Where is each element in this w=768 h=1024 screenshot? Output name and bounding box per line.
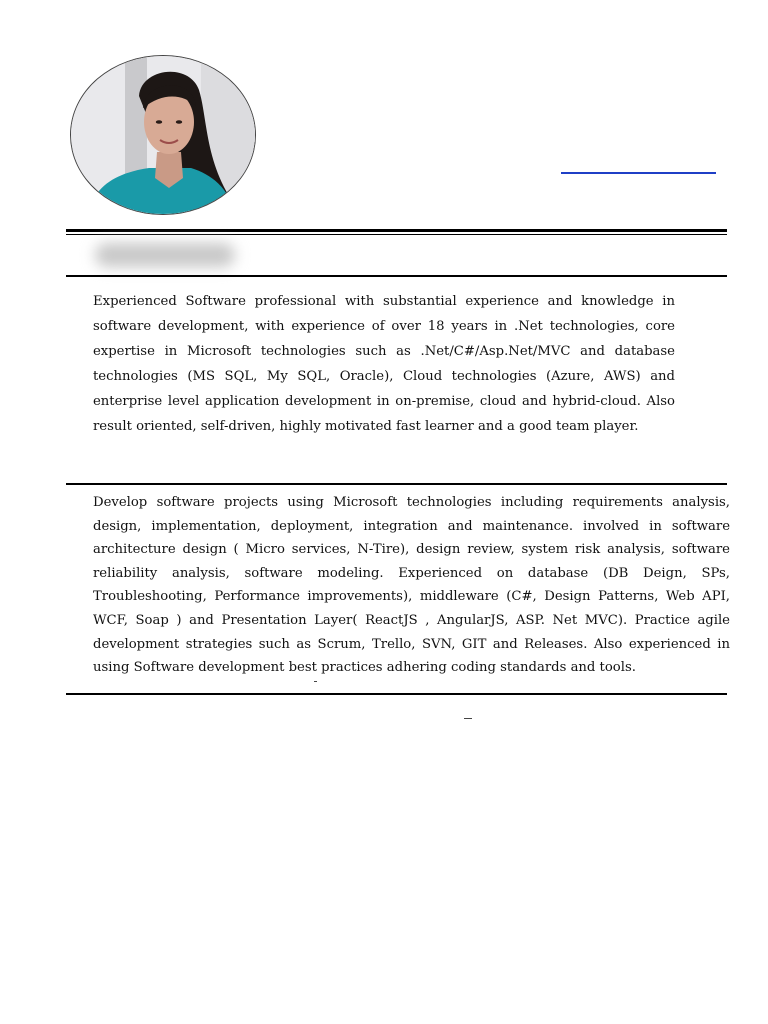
profile-photo [70,55,256,215]
stray-underscore [464,718,472,719]
experience-divider [66,483,727,485]
profile-photo-icon [71,56,255,214]
header-divider [66,229,727,235]
summary-paragraph: Experienced Software professional with substantial experience and knowledge in software development, with experience of over 18 years in .Net technologies, core expertise in Microsoft technologies such as .Net/C#/Asp.Net/MVC and database technologies (MS SQL, My SQL, Oracle), Cloud technologies (Azure, AWS) and enterprise level application development in on-premise, cloud and hybrid-cloud. Also result oriented, self-driven, highly motivated fast learner and a good team player. [93,294,675,434]
email-link[interactable] [561,172,716,174]
experience-paragraph: Develop software projects using Microsoft technologies including requirements analysis, design, implementation, deployment, integration and maintenance. involved in software architecture design ( Micro services, N-Tire), design review, system risk analysis, software reliability analysis, software modeling. Experienced on database (DB Deign, SPs, Troubleshooting, Performance improvements), middleware (C#, Design Patterns, Web API, WCF, Soap ) and Presentation Layer( ReactJS , AngularJS, ASP. Net MVC). Practice agile development strategies such as Scrum, Trello, SVN, GIT and Releases. Also experienced in using Software development best practices adhering coding standards and tools. [93,495,730,676]
stray-mark [314,681,317,682]
summary-divider [66,275,727,277]
footer-divider [66,693,727,695]
blurred-section-heading [95,243,235,267]
